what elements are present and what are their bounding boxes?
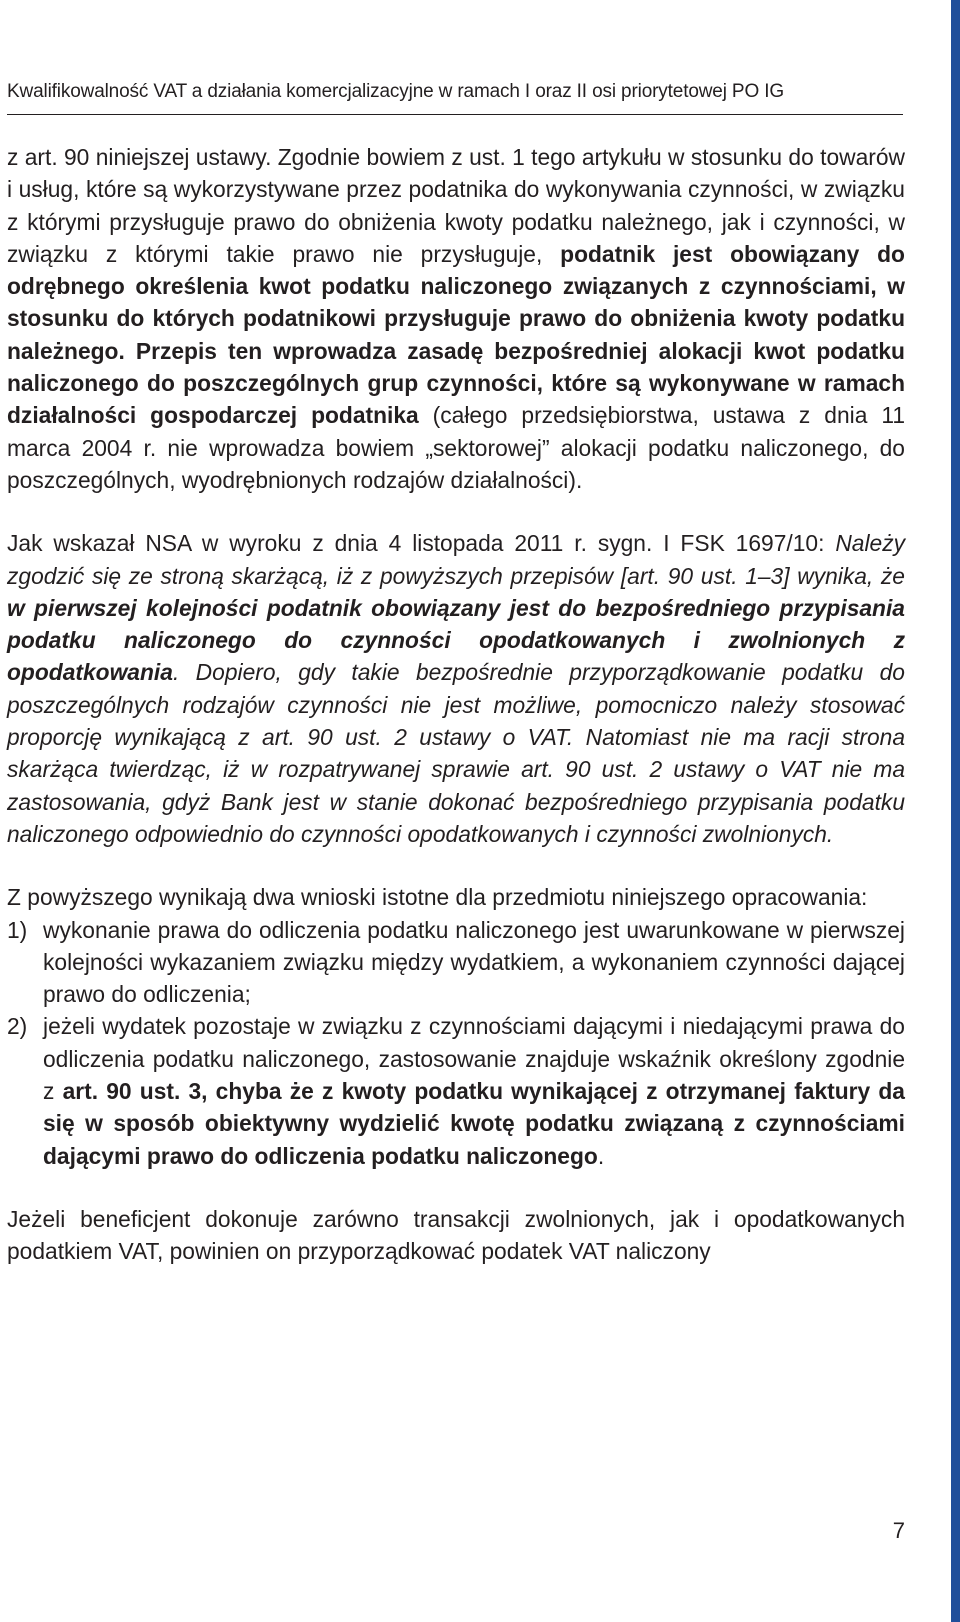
list-item-number: 1) [7,916,28,943]
paragraph-nsa-ruling [7,527,905,850]
paragraph-beneficiary: Jeżeli beneficjent dokonuje zarówno transakcji zwolnionych, jak i opodatkowanych podatkiem VAT, powinien on przyporządkować podatek VAT naliczony [7,1205,905,1265]
bold-text-span: art. 90 ust. 3, chyba że z kwoty podatku wynikającej z otrzymanej faktury da się w sposób obiektywny wydzielić kwotę podatku związaną z czynnościami dającymi prawo do odliczenia podatku naliczonego [43,1078,905,1169]
side-accent-bar [951,0,960,1622]
bold-italic-text-span: w pierwszej kolejności podatnik obowiązany jest do bezpośredniego przypisania podatku naliczonego do czynności opodatkowanych i zwolnionych z opodatkowania [7,594,905,686]
paragraph-article-90 [7,141,905,496]
paragraph-conclusions-intro: Z powyższego wynikają dwa wnioski istotne dla przedmiotu niniejszego opracowania: [7,884,868,911]
running-header: Kwalifikowalność VAT a działania komercjalizacyjne w ramach I oraz II osi priorytetowej PO IG [7,81,784,102]
text-span: wykonanie prawa do odliczenia podatku naliczonego jest uwarunkowane w pierwszej kolejności wykazaniem związku między wydatkiem, a wykonaniem czynności dającej prawo do odliczenia; [43,916,905,1008]
italic-text-span: Należy zgodzić się ze stroną skarżącą, iż z powyższych przepisów [art. 90 ust. 1–3] wynika, że [7,530,905,589]
page-body [7,141,905,1268]
conclusions-list [7,914,905,1172]
text-span: Jak wskazał NSA w wyroku z dnia 4 listopada 2011 r. sygn. I FSK 1697/10: [7,530,836,557]
text-span: z art. 90 niniejszej ustawy. Zgodnie bowiem z ust. 1 tego artykułu w stosunku do towarów i usług, które są wykorzystywane przez podatnika do wykonywania czynności, w związku z którymi przysługuje prawo do obniżenia kwoty podatku należnego, jak i czynności, w związku z którymi takie prawo nie przysługuje, [7,144,905,267]
header-divider [7,114,903,115]
list-item-number: 2) [7,1013,28,1040]
list-item [7,914,905,1011]
bold-text-span: podatnik jest obowiązany do odrębnego określenia kwot podatku naliczonego związanych z czynnościami, w stosunku do których podatnikowi przysługuje prawo do obniżenia kwoty podatku należnego. Przepis ten wprowadza zasadę bezpośredniej alokacji kwot podatku naliczonego do poszczególnych grup czynności, które są wykonywane w ramach działalności gospodarczej podatnika [7,240,905,429]
list-item [7,1010,905,1171]
text-span: jeżeli wydatek pozostaje w związku z czynnościami dającymi i niedającymi prawa do odliczenia podatku naliczonego, zastosowanie znajduje wskaźnik określony zgodnie z [43,1013,905,1105]
text-span: (całego przedsiębiorstwa, ustawa z dnia 11 marca 2004 r. nie wprowadza bowiem „sektorowej” alokacji podatku naliczonego, do poszczególnych, wyodrębnionych rodzajów działalności). [7,402,905,493]
text-span: . [597,1142,605,1169]
page-number: 7 [892,1518,905,1543]
italic-text-span: . Dopiero, gdy takie bezpośrednie przyporządkowanie podatku do poszczególnych rodzajów czynności nie jest możliwe, pomocniczo należy stosować proporcję wynikającą z art. 90 ust. 2 ustawy o VAT. Natomiast nie ma racji strona skarżąca twierdząc, iż w rozpatrywanej sprawie art. 90 ust. 2 ustawy o VAT nie ma zastosowania, gdyż Bank jest w stanie dokonać bezpośredniego przypisania podatku naliczonego odpowiednio do czynności opodatkowanych i czynności zwolnionych. [7,659,905,847]
